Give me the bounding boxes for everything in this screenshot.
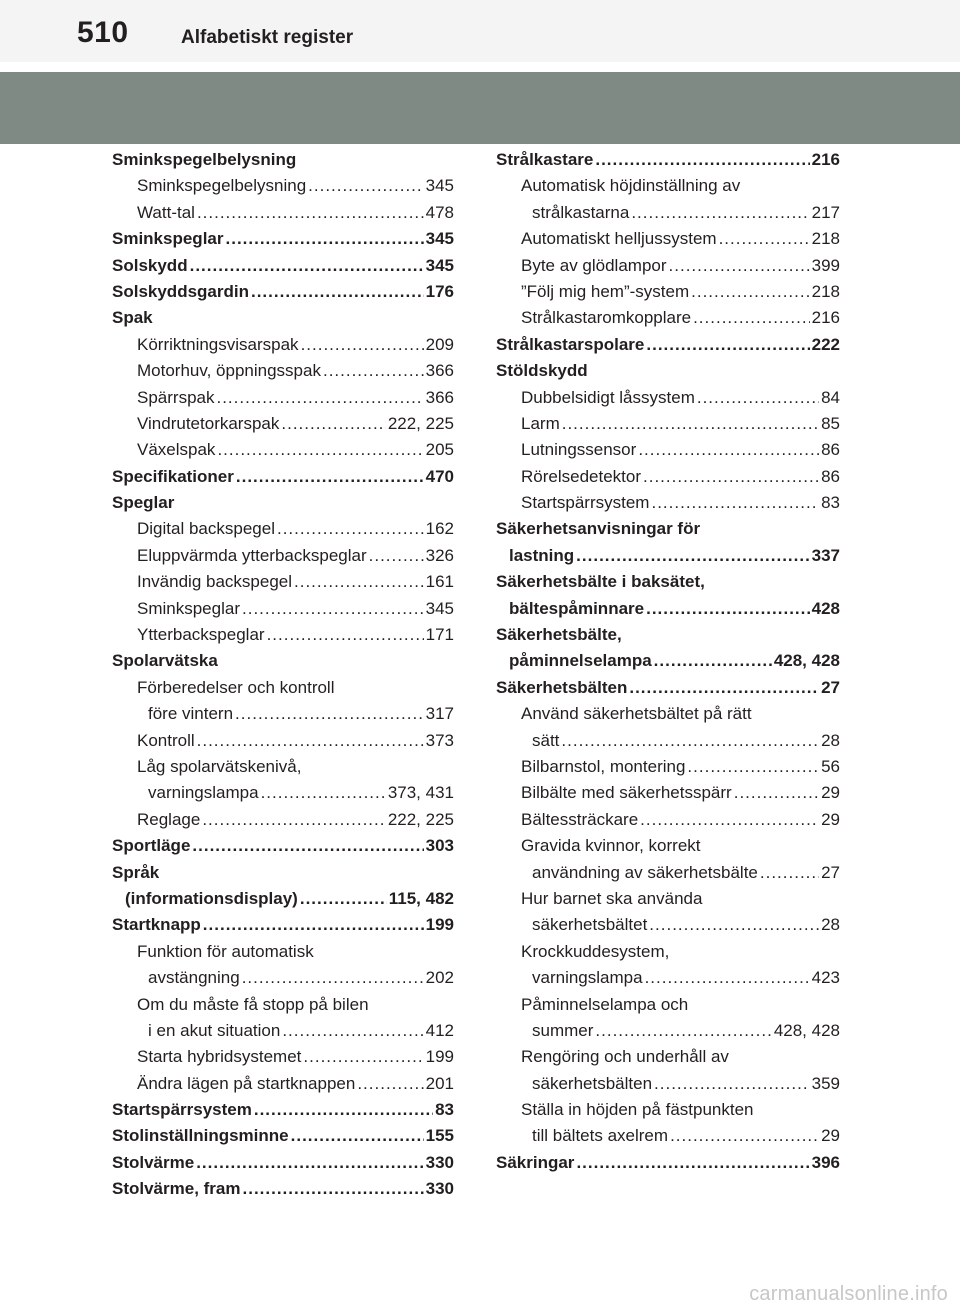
index-term: Solskydd (112, 255, 188, 275)
index-term: Stöldskydd (496, 361, 588, 381)
page-reference: 199 (425, 915, 454, 935)
leader-dots (202, 807, 385, 833)
index-entry (496, 596, 840, 622)
index-entry (496, 886, 840, 912)
index-term: före vintern (148, 704, 234, 724)
index-term: avstängning (148, 968, 240, 988)
page-reference: 303 (425, 836, 454, 856)
page-reference: 217 (811, 202, 840, 222)
index-column-left (112, 147, 454, 1203)
index-entry (496, 490, 840, 516)
page-reference: 216 (811, 308, 840, 328)
index-entry (496, 332, 840, 358)
page-header (0, 0, 960, 62)
index-term: Watt-tal (137, 202, 195, 222)
index-entry (112, 279, 454, 305)
page-reference: 29 (821, 783, 840, 803)
leader-dots (646, 596, 810, 622)
page-reference: 428, 428 (773, 1020, 840, 1040)
index-term: Startspärrsystem (521, 493, 650, 513)
leader-dots (640, 807, 819, 833)
leader-dots (277, 516, 424, 542)
index-entry (496, 569, 840, 595)
index-term: Reglage (137, 809, 201, 829)
index-entry (496, 437, 840, 463)
index-column-right (496, 147, 840, 1176)
index-term: Spärrspak (137, 387, 215, 407)
header-title: Alfabetiskt register (181, 27, 354, 48)
page-reference: 222, 225 (387, 809, 454, 829)
page-reference: 56 (821, 756, 840, 776)
page-reference: 205 (425, 440, 454, 460)
leader-dots (242, 965, 424, 991)
page-reference: 29 (821, 1126, 840, 1146)
index-term: Bilbälte med säkerhetsspärr (521, 783, 732, 803)
index-entry (496, 358, 840, 384)
index-entry (496, 200, 840, 226)
index-term: Säkerhetsbälten (496, 677, 628, 697)
index-term: lastning (509, 545, 575, 565)
index-entry (496, 516, 840, 542)
index-entry (496, 701, 840, 727)
index-entry (112, 1018, 454, 1044)
leader-dots (203, 912, 424, 938)
index-entry (112, 1176, 454, 1202)
leader-dots (562, 411, 819, 437)
page-reference: 428, 428 (773, 651, 840, 671)
index-entry (112, 912, 454, 938)
index-term: bältespåminnare (509, 598, 645, 618)
index-entry (496, 385, 840, 411)
leader-dots (303, 1044, 423, 1070)
index-entry (496, 464, 840, 490)
leader-dots (638, 437, 819, 463)
index-term: Bilbarnstol, montering (521, 756, 686, 776)
index-entry (496, 173, 840, 199)
index-term: Säkerhetsbälte i baksätet, (496, 572, 705, 592)
leader-dots (216, 385, 423, 411)
index-term: Starta hybridsystemet (137, 1047, 302, 1067)
leader-dots (629, 675, 819, 701)
index-entry (112, 1150, 454, 1176)
index-entry (496, 1018, 840, 1044)
leader-dots (691, 279, 810, 305)
page-reference: 396 (811, 1152, 840, 1172)
index-term: Förberedelser och kontroll (137, 677, 335, 697)
leader-dots (282, 1018, 423, 1044)
index-term: Stolinställningsminne (112, 1126, 289, 1146)
page-reference: 218 (811, 281, 840, 301)
index-term: Krockkuddesystem, (521, 941, 670, 961)
index-entry (112, 833, 454, 859)
index-entry (112, 992, 454, 1018)
index-entry (496, 1071, 840, 1097)
leader-dots (323, 358, 424, 384)
index-term: Sminkspegelbelysning (137, 176, 307, 196)
index-entry (496, 226, 840, 252)
page-reference: 176 (425, 281, 454, 301)
index-term: summer (532, 1020, 594, 1040)
index-term: Vindrutetorkarspak (137, 413, 280, 433)
index-term: påminnelselampa (509, 651, 652, 671)
leader-dots (242, 596, 424, 622)
page-reference: 202 (425, 968, 454, 988)
index-term: Växelspak (137, 440, 216, 460)
index-entry (112, 147, 454, 173)
index-term: i en akut situation (148, 1020, 281, 1040)
index-term: säkerhetsbälten (532, 1073, 653, 1093)
leader-dots (197, 200, 424, 226)
index-entry (112, 464, 454, 490)
leader-dots (669, 253, 810, 279)
index-entry (496, 728, 840, 754)
index-term: Språk (112, 862, 160, 882)
index-term: Startspärrsystem (112, 1100, 252, 1120)
index-entry (112, 385, 454, 411)
index-entry (496, 992, 840, 1018)
index-entry (496, 675, 840, 701)
leader-dots (243, 1176, 424, 1202)
index-entry (496, 1150, 840, 1176)
index-term: Ändra lägen på startknappen (137, 1073, 356, 1093)
leader-dots (651, 490, 819, 516)
page-reference: 199 (425, 1047, 454, 1067)
leader-dots (649, 912, 819, 938)
page-reference: 345 (425, 598, 454, 618)
index-term: användning av säkerhetsbälte (532, 862, 758, 882)
leader-dots (308, 173, 423, 199)
leader-dots (697, 385, 819, 411)
index-entry (112, 543, 454, 569)
leader-dots (357, 1071, 423, 1097)
page-reference: 201 (425, 1073, 454, 1093)
index-entry (496, 965, 840, 991)
index-term: Använd säkerhetsbältet på rätt (521, 704, 752, 724)
leader-dots (734, 780, 819, 806)
page-reference: 330 (425, 1152, 454, 1172)
index-entry (112, 490, 454, 516)
index-term: Sminkspeglar (112, 229, 224, 249)
page-reference: 222 (811, 334, 840, 354)
index-entry (112, 1097, 454, 1123)
index-term: ”Följ mig hem”-system (521, 281, 690, 301)
index-term: Specifikationer (112, 466, 234, 486)
index-entry (112, 173, 454, 199)
index-term: Speglar (112, 493, 175, 513)
index-entry (496, 279, 840, 305)
index-entry (112, 411, 454, 437)
page-reference: 373, 431 (387, 783, 454, 803)
leader-dots (267, 622, 424, 648)
page-reference: 345 (425, 229, 454, 249)
page-reference: 27 (821, 862, 840, 882)
index-term: Hur barnet ska använda (521, 888, 703, 908)
page-reference: 337 (811, 545, 840, 565)
index-term: Digital backspegel (137, 519, 275, 539)
index-entry (112, 516, 454, 542)
index-entry (112, 253, 454, 279)
index-term: Solskyddsgardin (112, 281, 249, 301)
section-banner (0, 72, 960, 144)
leader-dots (595, 1018, 771, 1044)
index-term: till bältets axelrem (532, 1126, 669, 1146)
index-entry (496, 411, 840, 437)
index-term: Byte av glödlampor (521, 255, 667, 275)
index-term: Invändig backspegel (137, 572, 293, 592)
page-reference: 155 (425, 1126, 454, 1146)
leader-dots (643, 464, 819, 490)
index-term: Låg spolarvätskenivå, (137, 756, 302, 776)
index-entry (112, 226, 454, 252)
leader-dots (251, 279, 424, 305)
leader-dots (654, 648, 772, 674)
page-reference: 171 (425, 625, 454, 645)
page-reference: 162 (425, 519, 454, 539)
index-term: Dubbelsidigt låssystem (521, 387, 695, 407)
page-reference: 470 (425, 466, 454, 486)
leader-dots (190, 253, 424, 279)
leader-dots (196, 1150, 423, 1176)
index-term: varningslampa (532, 968, 643, 988)
index-entry (496, 1097, 840, 1123)
page-reference: 423 (811, 968, 840, 988)
index-term: Gravida kvinnor, korrekt (521, 836, 701, 856)
leader-dots (369, 543, 424, 569)
index-term: Bältessträckare (521, 809, 639, 829)
index-term: Säkerhetsanvisningar för (496, 519, 701, 539)
index-entry (496, 253, 840, 279)
page-reference: 345 (425, 176, 454, 196)
index-term: Körriktningsvisarspak (137, 334, 299, 354)
leader-dots (300, 886, 387, 912)
index-entry (112, 648, 454, 674)
index-entry (112, 332, 454, 358)
index-entry (112, 1123, 454, 1149)
leader-dots (687, 754, 819, 780)
index-term: (informationsdisplay) (125, 888, 298, 908)
page-reference: 366 (425, 387, 454, 407)
page-reference: 412 (425, 1020, 454, 1040)
leader-dots (654, 1071, 810, 1097)
leader-dots (197, 728, 424, 754)
leader-dots (301, 332, 424, 358)
page-reference: 84 (821, 387, 840, 407)
page-reference: 83 (821, 493, 840, 513)
leader-dots (235, 701, 424, 727)
index-entry (496, 833, 840, 859)
page-reference: 218 (811, 229, 840, 249)
page-reference: 27 (821, 677, 840, 697)
index-term: Strålkastaromkopplare (521, 308, 692, 328)
page-reference: 373 (425, 730, 454, 750)
page-number: 510 (77, 16, 129, 49)
index-term: Strålkastarspolare (496, 334, 645, 354)
index-term: strålkastarna (532, 202, 630, 222)
index-term: Sportläge (112, 836, 191, 856)
page-reference: 209 (425, 334, 454, 354)
index-entry (112, 939, 454, 965)
index-term: Spolarvätska (112, 651, 218, 671)
leader-dots (645, 965, 810, 991)
index-entry (112, 860, 454, 886)
index-entry (496, 543, 840, 569)
index-term: Rengöring och underhåll av (521, 1047, 729, 1067)
leader-dots (236, 464, 424, 490)
page-reference: 216 (811, 150, 840, 169)
page-reference: 29 (821, 809, 840, 829)
index-term: Påminnelselampa och (521, 994, 689, 1014)
index-term: Sminkspegelbelysning (112, 150, 297, 169)
leader-dots (719, 226, 810, 252)
index-term: Startknapp (112, 915, 201, 935)
index-term: Kontroll (137, 730, 195, 750)
leader-dots (576, 1150, 809, 1176)
leader-dots (291, 1123, 424, 1149)
index-entry (112, 886, 454, 912)
page-reference: 326 (425, 545, 454, 565)
index-entry (112, 200, 454, 226)
page-reference: 399 (811, 255, 840, 275)
index-entry (496, 305, 840, 331)
index-term: sätt (532, 730, 560, 750)
page-reference: 428 (811, 598, 840, 618)
index-term: säkerhetsbältet (532, 915, 648, 935)
index-term: Stolvärme (112, 1152, 195, 1172)
watermark-text: carmanualsonline.info (749, 1283, 948, 1305)
leader-dots (217, 437, 423, 463)
page-reference: 345 (425, 255, 454, 275)
index-entry (112, 305, 454, 331)
index-entry (112, 569, 454, 595)
index-term: Strålkastare (496, 150, 594, 169)
page-reference: 359 (811, 1073, 840, 1093)
leader-dots (646, 332, 809, 358)
index-entry (112, 965, 454, 991)
index-entry (112, 596, 454, 622)
page-reference: 222, 225 (387, 413, 454, 433)
index-entry (496, 147, 840, 173)
index-term: Motorhuv, öppningsspak (137, 361, 321, 381)
index-term: Ytterbackspeglar (137, 625, 265, 645)
leader-dots (760, 860, 819, 886)
index-entry (496, 622, 840, 648)
index-term: Sminkspeglar (137, 598, 240, 618)
index-term: Larm (521, 413, 560, 433)
leader-dots (254, 1097, 433, 1123)
index-term: Automatisk höjdinställning av (521, 176, 741, 196)
index-entry (496, 1044, 840, 1070)
leader-dots (576, 543, 809, 569)
leader-dots (281, 411, 385, 437)
index-term: Automatiskt helljussystem (521, 229, 717, 249)
index-entry (112, 780, 454, 806)
index-entry (496, 912, 840, 938)
page-reference: 115, 482 (388, 888, 454, 908)
index-entry (112, 437, 454, 463)
page-reference: 366 (425, 361, 454, 381)
index-term: Säkerhetsbälte, (496, 625, 622, 645)
index-entry (112, 358, 454, 384)
page-reference: 317 (425, 704, 454, 724)
page-reference: 86 (821, 440, 840, 460)
leader-dots (192, 833, 423, 859)
index-term: Funktion för automatisk (137, 941, 314, 961)
index-entry (112, 701, 454, 727)
leader-dots (595, 147, 809, 173)
page-reference: 161 (425, 572, 454, 592)
index-term: Stolvärme, fram (112, 1179, 241, 1199)
index-entry (496, 648, 840, 674)
leader-dots (631, 200, 809, 226)
leader-dots (226, 226, 424, 252)
index-entry (496, 860, 840, 886)
page-reference: 478 (425, 202, 454, 222)
page-reference: 86 (821, 466, 840, 486)
index-entry (496, 939, 840, 965)
leader-dots (294, 569, 424, 595)
index-term: Eluppvärmda ytterbackspeglar (137, 545, 367, 565)
index-entry (496, 754, 840, 780)
index-term: Spak (112, 308, 153, 328)
index-entry (112, 622, 454, 648)
index-entry (112, 728, 454, 754)
leader-dots (693, 305, 810, 331)
index-term: Om du måste få stopp på bilen (137, 994, 369, 1014)
index-term: Säkringar (496, 1152, 575, 1172)
index-entry (112, 1071, 454, 1097)
page-reference: 28 (821, 915, 840, 935)
leader-dots (561, 728, 819, 754)
leader-dots (670, 1123, 819, 1149)
index-entry (112, 754, 454, 780)
page-reference: 28 (821, 730, 840, 750)
index-term: Ställa in höjden på fästpunkten (521, 1100, 754, 1120)
leader-dots (261, 780, 386, 806)
index-entry (496, 780, 840, 806)
index-entry (112, 807, 454, 833)
index-entry (496, 807, 840, 833)
index-term: Rörelsedetektor (521, 466, 642, 486)
page-reference: 330 (425, 1179, 454, 1199)
index-term: varningslampa (148, 783, 259, 803)
page-reference: 83 (435, 1100, 454, 1120)
page-reference: 85 (821, 413, 840, 433)
index-entry (112, 1044, 454, 1070)
index-entry (112, 675, 454, 701)
index-entry (496, 1123, 840, 1149)
index-term: Lutningssensor (521, 440, 637, 460)
